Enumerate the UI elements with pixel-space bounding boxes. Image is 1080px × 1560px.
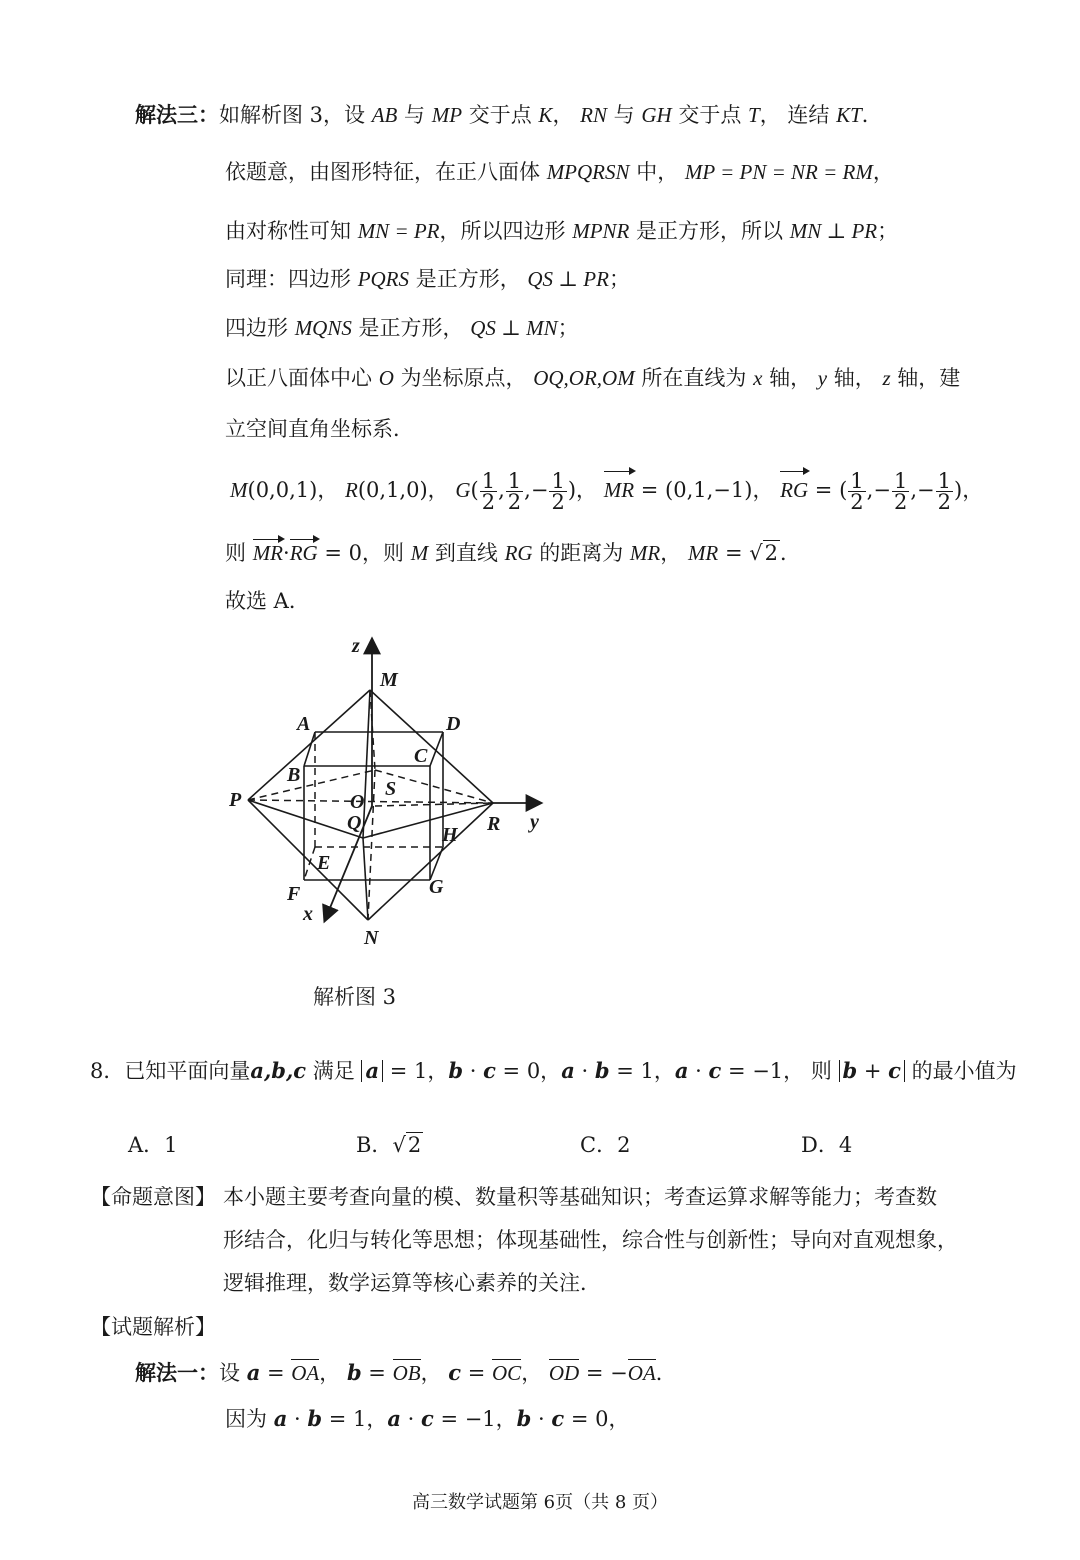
- vector-RG: RG: [780, 470, 808, 510]
- label-A: A: [297, 713, 311, 735]
- figure-caption: 解析图 3: [313, 985, 397, 1009]
- question-number: 8．: [90, 1059, 125, 1083]
- method3-line3: 由对称性可知 MN = PR，所以四边形 MPNR 是正方形，所以 MN ⊥ PR；: [225, 219, 899, 243]
- label-M: M: [380, 669, 398, 691]
- label-G: G: [429, 876, 444, 898]
- label-y: y: [530, 811, 539, 833]
- method3-coordinates: M(0,0,1)， R(0,1,0)， G( $\frac{1}{2}$ , $\frac{1}{2}$ ,− $\frac{1}{2}$ )， MR = (0,1,−1)， RG = ( $\frac{1}{2}$ ,− $\frac{1}{2}$ ,− $\frac{1}{2}$ )，: [230, 469, 984, 514]
- method3-line7: 立空间直角坐标系．: [225, 417, 414, 441]
- label-C: C: [414, 745, 428, 767]
- question-8: 8．已知平面向量a,b,c 满足 a = 1，b · c = 0，a · b = 1，a · c = −1， 则 b + c 的最小值为: [90, 1058, 1017, 1083]
- label-R: R: [487, 813, 501, 835]
- method3-line5: 四边形 MQNS 是正方形， QS ⊥ MN；: [225, 316, 579, 340]
- octahedron-figure: [220, 630, 560, 950]
- fraction: $\frac{1}{2}$: [893, 469, 908, 514]
- label-O: O: [350, 791, 365, 813]
- label-E: E: [317, 852, 331, 874]
- option-b: B．√2: [356, 1133, 422, 1157]
- vector-MR: MR: [604, 470, 634, 510]
- intent-label: 【命题意图】: [90, 1185, 216, 1209]
- method3-title: 解法三：: [135, 102, 219, 127]
- analysis-label: 【试题解析】: [90, 1315, 216, 1339]
- sqrt-radicand: 2: [764, 541, 778, 565]
- label-B: B: [287, 764, 301, 786]
- method3-conclusion: 故选 A．: [225, 589, 310, 613]
- fraction: $\frac{1}{2}$: [507, 469, 522, 514]
- option-a: A．1: [128, 1133, 178, 1157]
- label-x: x: [303, 903, 313, 925]
- method3-line2: 依题意，由图形特征，在正八面体 MPQRSN 中， MP = PN = NR = RM，: [225, 160, 894, 184]
- label-F: F: [287, 883, 301, 905]
- fraction: $\frac{1}{2}$: [850, 469, 864, 514]
- label-H: H: [442, 824, 458, 846]
- fraction: $\frac{1}{2}$: [481, 469, 496, 514]
- option-c: C．2: [580, 1133, 631, 1157]
- label-Q: Q: [347, 812, 362, 834]
- method3-line6: 以正八面体中心 O 为坐标原点， OQ,OR,OM 所在直线为 x 轴， y 轴， z 轴，建: [225, 366, 961, 390]
- label-z: z: [352, 635, 360, 657]
- label-D: D: [446, 713, 461, 735]
- fraction: $\frac{1}{2}$: [551, 469, 565, 514]
- label-S: S: [385, 778, 397, 800]
- method1-line1: 解法一：设 a = OA， b = OB， c = OC， OD = −OA．: [135, 1358, 677, 1388]
- intent-line2: 形结合，化归与转化等思想；体现基础性，综合性与创新性；导向对直观想象，: [223, 1228, 958, 1252]
- page-footer: 高三数学试题第 6页（共 8 页）: [411, 1492, 669, 1513]
- method3-line9: 则 MR·RG = 0，则 M 到直线 RG 的距离为 MR， MR = √2．: [225, 538, 801, 568]
- intent-line3: 逻辑推理，数学运算等核心素养的关注．: [223, 1271, 601, 1295]
- method3-line1: 解法三：如解析图 3，设 AB 与 MP 交于点 K， RN 与 GH 交于点 T， 连结 KT．: [135, 102, 883, 127]
- fraction: $\frac{1}{2}$: [937, 469, 951, 514]
- method3-line4: 同理：四边形 PQRS 是正方形， QS ⊥ PR；: [225, 267, 630, 291]
- method1-line2: 因为 a · b = 1，a · c = −1，b · c = 0，: [225, 1406, 630, 1431]
- label-P: P: [229, 789, 242, 811]
- intent-line1: 本小题主要考查向量的模、数量积等基础知识；考查运算求解等能力；考查数: [223, 1185, 937, 1209]
- option-d: D．4: [801, 1133, 853, 1157]
- label-N: N: [364, 927, 379, 949]
